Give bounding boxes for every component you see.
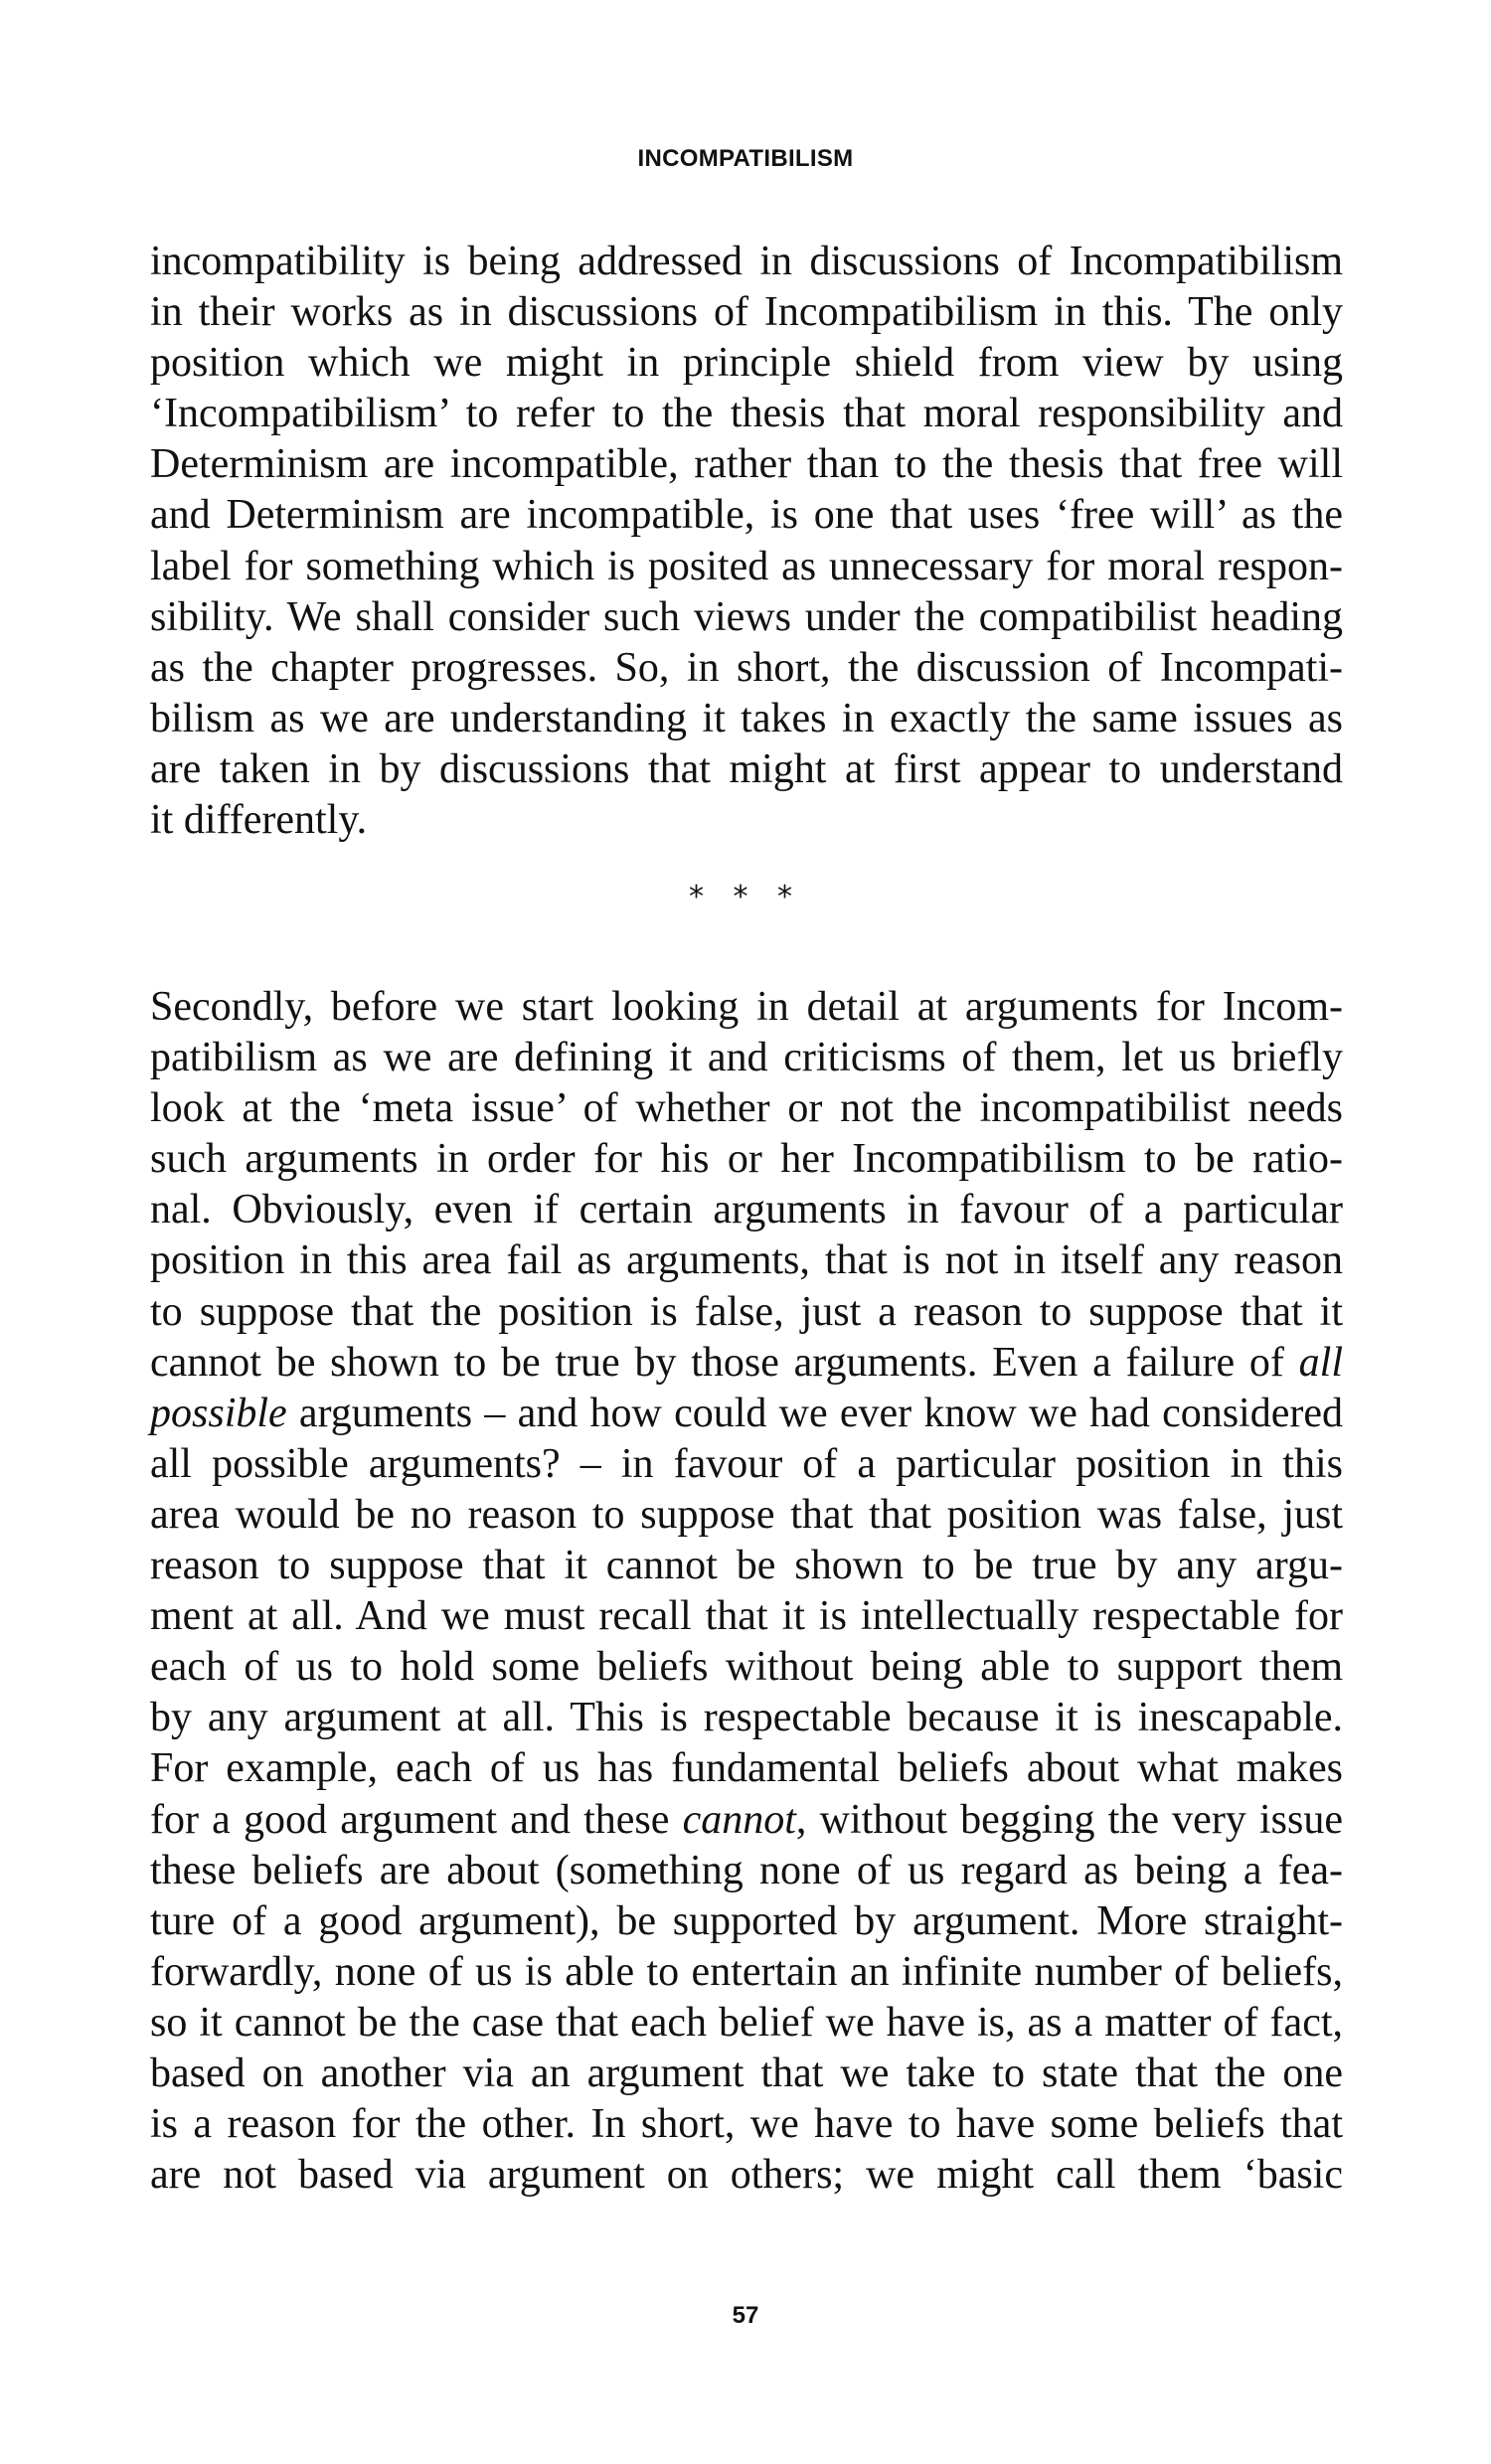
text-line: by any argument at all. This is respectable because it is inescapable.	[150, 1695, 1343, 1741]
emphasis: all	[1298, 1339, 1343, 1386]
text-line: so it cannot be the case that each belief we have is, as a matter of fact,	[150, 1999, 1343, 2046]
text-line: incompatibility is being addressed in discussions of Incompatibilism	[150, 239, 1343, 284]
running-head: INCOMPATIBILISM	[637, 145, 854, 172]
text-line: to suppose that the position is false, just a reason to suppose that it	[150, 1288, 1343, 1335]
text-line: such arguments in order for his or her Incompatibilism to be ratio-	[150, 1136, 1343, 1183]
page-number: 57	[732, 2302, 759, 2329]
section-separator: * * *	[688, 880, 803, 914]
text-line: as the chapter progresses. So, in short, the discussion of Incompati-	[150, 644, 1343, 691]
text-line: position which we might in principle shield from view by using	[150, 340, 1343, 387]
text-line: in their works as in discussions of Incompatibilism in this. The only	[150, 289, 1343, 336]
text-line: ‘Incompatibilism’ to refer to the thesis that moral responsibility and	[150, 391, 1343, 437]
text-line: ment at all. And we must recall that it is intellectually respectable for	[150, 1593, 1343, 1640]
text-line: cannot be shown to be true by those arguments. Even a failure of all	[150, 1339, 1343, 1386]
text-line: are taken in by discussions that might at first appear to understand	[150, 745, 1343, 792]
paragraph-2	[150, 982, 1343, 2201]
text-line: these beliefs are about (something none of us regard as being a fea-	[150, 1847, 1343, 1893]
text-line: ture of a good argument), be supported by argument. More straight-	[150, 1897, 1343, 1944]
emphasis: cannot	[682, 1796, 796, 1843]
text-line: nal. Obviously, even if certain arguments in favour of a particular	[150, 1187, 1343, 1233]
text-line: for a good argument and these cannot, without begging the very issue	[150, 1796, 1344, 1843]
text-line: possible arguments – and how could we ever know we had considered	[150, 1390, 1343, 1436]
text-line: Secondly, before we start looking in detail at arguments for Incom-	[150, 984, 1343, 1030]
text-line: is a reason for the other. In short, we have to have some beliefs that	[150, 2101, 1343, 2148]
text-line: based on another via an argument that we take to state that the one	[150, 2050, 1343, 2096]
text-line: sibility. We shall consider such views under the compatibilist heading	[150, 593, 1343, 640]
text-line: position in this area fail as arguments, that is not in itself any reason	[150, 1237, 1343, 1284]
text-line: area would be no reason to suppose that that position was false, just	[150, 1491, 1343, 1538]
text-line: patibilism as we are defining it and criticisms of them, let us briefly	[150, 1035, 1343, 1081]
text-line: Determinism are incompatible, rather than to the thesis that free will	[150, 441, 1343, 488]
text-line: are not based via argument on others; we might call them ‘basic	[150, 2152, 1343, 2199]
text-line: reason to suppose that it cannot be shown to be true by any argu-	[150, 1543, 1343, 1589]
text-line: bilism as we are understanding it takes in exactly the same issues as	[150, 695, 1343, 741]
paragraph-1	[150, 237, 1343, 846]
emphasis: possible	[150, 1390, 287, 1436]
text-line: it differently.	[150, 797, 368, 844]
text-line: label for something which is posited as unnecessary for moral respon-	[150, 543, 1343, 589]
text-line: and Determinism are incompatible, is one that uses ‘free will’ as the	[150, 492, 1343, 539]
text-line: all possible arguments? – in favour of a particular position in this	[150, 1440, 1343, 1487]
text-line: For example, each of us has fundamental beliefs about what makes	[150, 1745, 1343, 1792]
text-line: forwardly, none of us is able to entertain an infinite number of beliefs,	[150, 1948, 1343, 1995]
text-line: each of us to hold some beliefs without being able to support them	[150, 1644, 1343, 1691]
text-line: look at the ‘meta issue’ of whether or not the incompatibilist needs	[150, 1085, 1343, 1132]
